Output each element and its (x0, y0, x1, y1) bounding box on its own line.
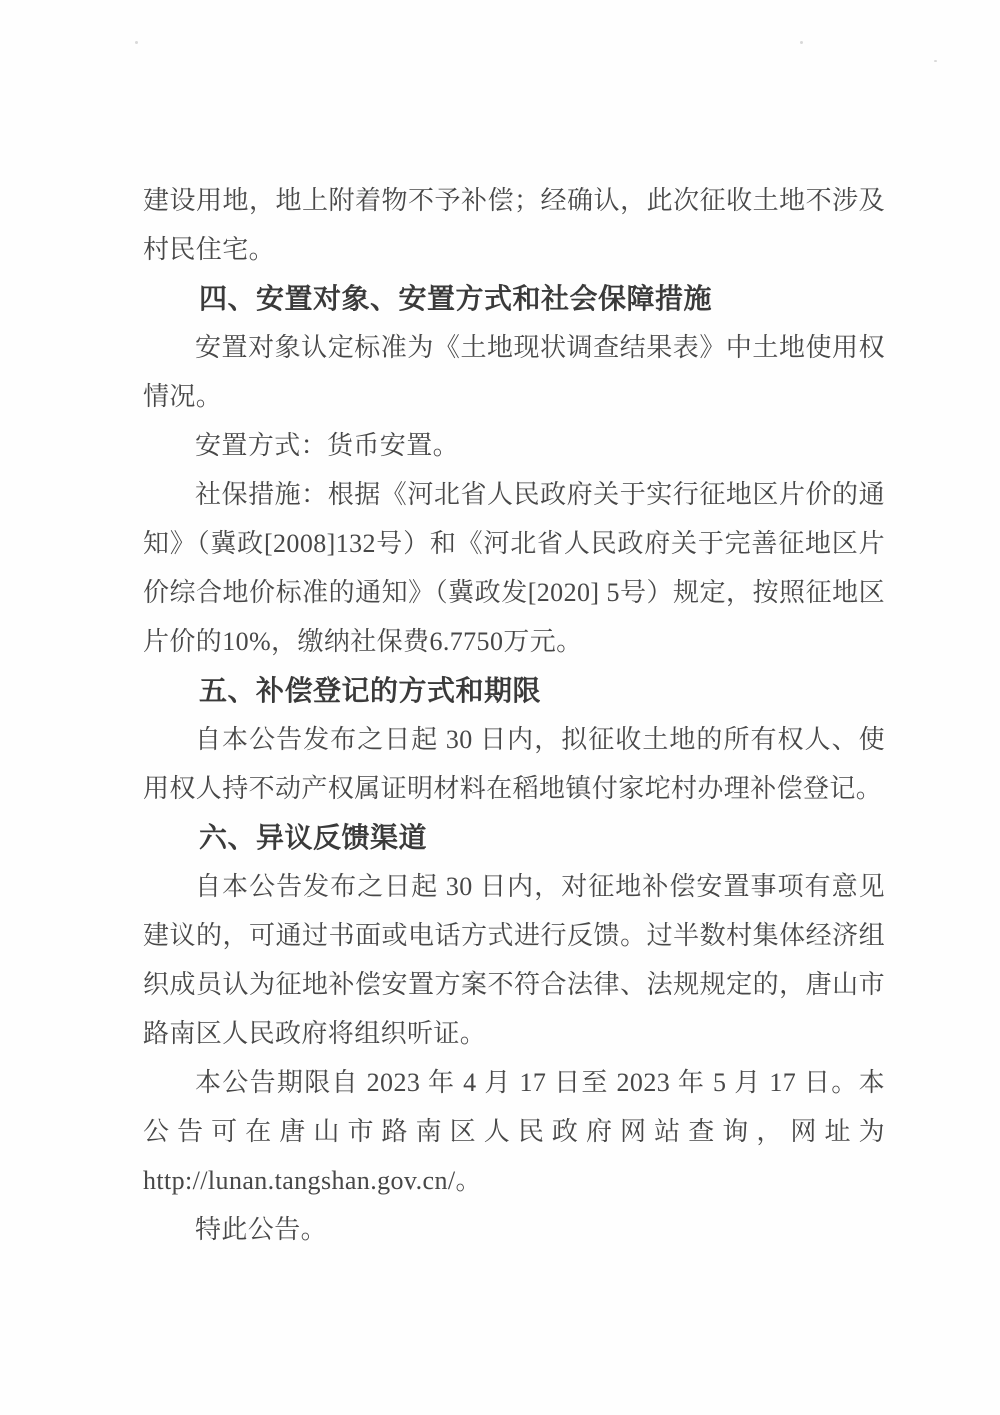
section-heading-resettlement: 四、安置对象、安置方式和社会保障措施 (199, 283, 713, 314)
paragraph-compensation-scope: 建设用地，地上附着物不予补偿；经确认，此次征收土地不涉及村民住宅。 (143, 186, 885, 264)
announcement-body (143, 176, 885, 1254)
paragraph-resettlement-target: 安置对象认定标准为《土地现状调查结果表》中土地使用权情况。 (143, 333, 885, 411)
scan-speck (800, 41, 803, 44)
section-heading-objection-channel: 六、异议反馈渠道 (199, 822, 428, 853)
paragraph-registration-period: 自本公告发布之日起 30 日内，拟征收土地的所有权人、使用权人持不动产权属证明材料在稻地镇付家坨村办理补偿登记。 (143, 725, 885, 803)
scan-speck (934, 60, 937, 62)
paragraph-social-security-measures: 社保措施：根据《河北省人民政府关于实行征地区片价的通知》（冀政[2008]132号）和《河北省人民政府关于完善征地区片价综合地价标准的通知》（冀政发[2020] 5号）规定，按照征地区片价的10%，缴纳社保费6.7750万元。 (143, 480, 885, 656)
paragraph-announcement-period-and-url: 本公告期限自 2023 年 4 月 17 日至 2023 年 5 月 17 日。本公告可在唐山市路南区人民政府网站查询，网址为http://lunan.tangshan.gov.cn/。 (143, 1068, 885, 1195)
paragraph-resettlement-method: 安置方式：货币安置。 (195, 431, 460, 460)
paragraph-objection-feedback: 自本公告发布之日起 30 日内，对征地补偿安置事项有意见建议的，可通过书面或电话方式进行反馈。过半数村集体经济组织成员认为征地补偿安置方案不符合法律、法规规定的，唐山市路南区人民政府将组织听证。 (143, 872, 885, 1048)
scan-speck (135, 41, 138, 44)
section-heading-registration: 五、补偿登记的方式和期限 (199, 675, 542, 706)
paragraph-closing-statement: 特此公告。 (195, 1215, 328, 1244)
